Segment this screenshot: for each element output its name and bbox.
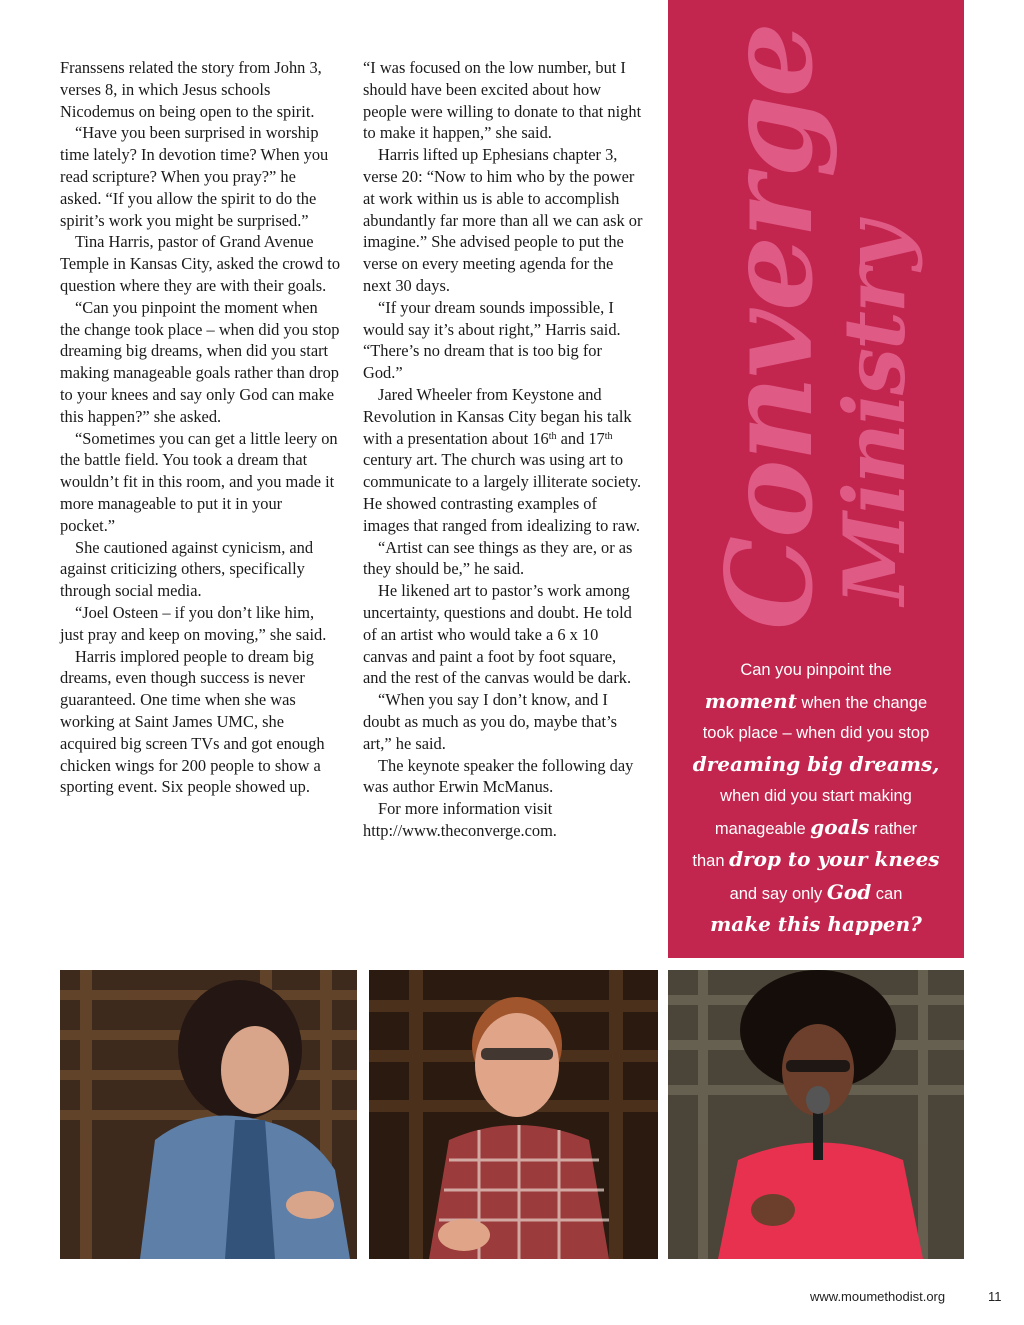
paragraph: Harris implored people to dream big dreams, even though success is never guaranteed. One time when she was working at Saint James UMC, she acquired big screen TVs and got enough chicken wings for 200 people to show a sporting event. Six people showed up. bbox=[60, 646, 325, 797]
paragraph: “Can you pinpoint the moment when the change took place – when did you stop dreaming big dreams, when did you start making manageable goals rather than drop to your knees and say only God can make this happen?” she asked. bbox=[60, 297, 340, 426]
paragraph: He likened art to pastor’s work among uncertainty, questions and doubt. He told of an artist who would take a 6 x 10 canvas and paint a foot by foot square, and the rest of the canvas would be dark. bbox=[363, 581, 632, 688]
paragraph: “Sometimes you can get a little leery on the battle field. You took a dream that wouldn’t fit in this room, and you made it more manageable to put it in your pocket.” bbox=[60, 428, 338, 535]
article-column-2 bbox=[363, 57, 643, 842]
paragraph: Franssens related the story from John 3, verses 8, in which Jesus schools Nicodemus on being open to the spirit. bbox=[60, 58, 322, 121]
paragraph: “Artist can see things as they are, or as they should be,” he said. bbox=[363, 537, 633, 579]
paragraph: Jared Wheeler from Keystone and Revolution in Kansas City began his talk with a presentation about 16th and 17th century art. The church was using art to communicate to a largely illiterate society. He showed contrasting examples of images that ranged from idealizing to raw. bbox=[363, 384, 642, 535]
photo-speaker-red-top bbox=[668, 970, 964, 1259]
paragraph: “If your dream sounds impossible, I would say it’s about right,” Harris said. “There’s no dream that is too big for God.” bbox=[363, 297, 621, 383]
paragraph: The keynote speaker the following day was author Erwin McManus. bbox=[363, 755, 634, 797]
article-column-1 bbox=[60, 57, 340, 798]
photo-tina-harris bbox=[60, 970, 357, 1259]
footer-url: www.moumethodist.org bbox=[810, 1289, 946, 1304]
paragraph: “I was focused on the low number, but I should have been excited about how people were willing to donate to that night to make it happen,” she said. bbox=[363, 58, 642, 143]
page-number: 11 bbox=[988, 1289, 1002, 1304]
paragraph: “Have you been surprised in worship time lately? In devotion time? When you read scripture? When you pray?” he asked. “If you allow the spirit to do the spirit’s work you might be surprised.” bbox=[60, 123, 329, 230]
paragraph: Tina Harris, pastor of Grand Avenue Temple in Kansas City, asked the crowd to question where they are with their goals. bbox=[60, 232, 341, 295]
sidebar-title-converge: Converge bbox=[700, 24, 839, 630]
paragraph: For more information visit http://www.theconverge.com. bbox=[363, 799, 557, 840]
paragraph: “When you say I don’t know, and I doubt as much as you do, maybe that’s art,” he said. bbox=[363, 690, 618, 753]
paragraph: She cautioned against cynicism, and against criticizing others, specifically through social media. bbox=[60, 537, 314, 601]
paragraph: “Joel Osteen – if you don’t like him, just pray and keep on moving,” she said. bbox=[60, 602, 327, 644]
pull-quote: Can you pinpoint the moment when the change took place – when did you stop dreaming big dreams, when did you start making manageable goals rather than drop to your knees and say only God can make this happen? bbox=[692, 661, 940, 936]
photo-jared-wheeler bbox=[369, 970, 658, 1259]
sidebar-title-ministry: Ministry bbox=[825, 223, 924, 605]
paragraph: Harris lifted up Ephesians chapter 3, verse 20: “Now to him who by the power at work within us is able to accomplish abundantly far more than all we can ask or imagine.” She advised people to put the verse on every meeting agenda for the next 30 days. bbox=[363, 145, 643, 295]
